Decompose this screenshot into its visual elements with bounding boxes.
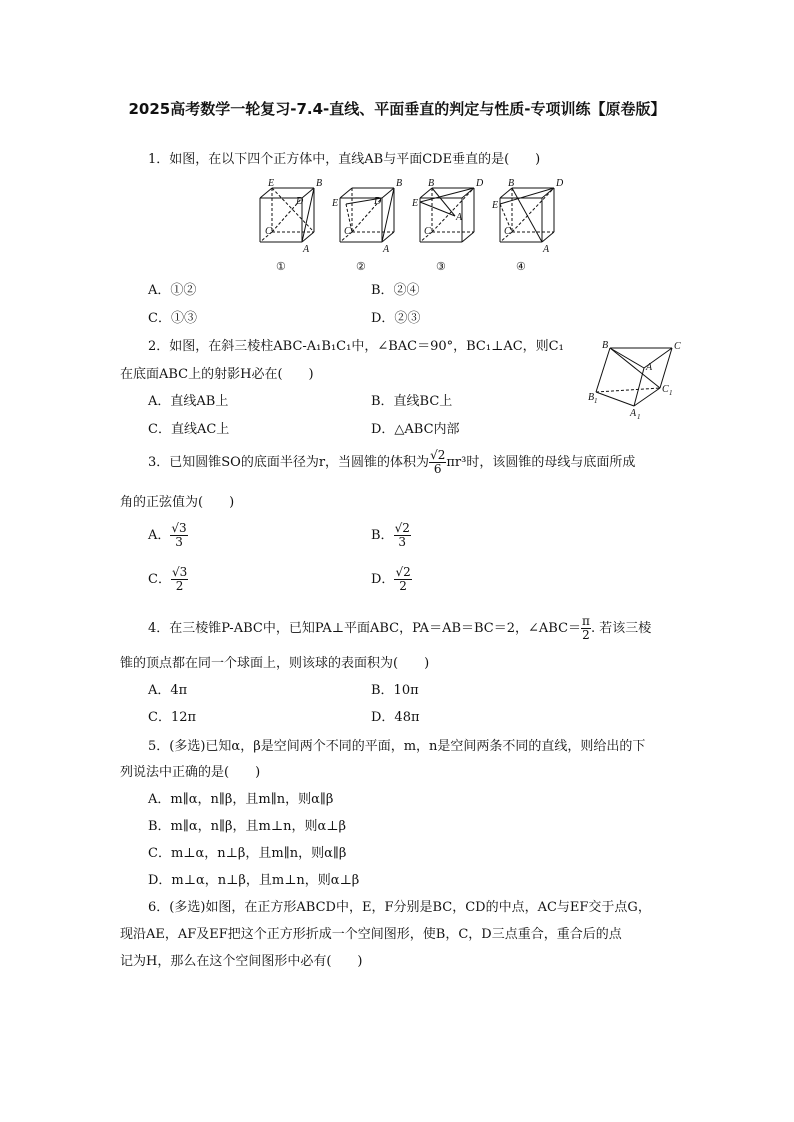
q4-line-2: 锥的顶点都在同一个球面上，则该球的表面积为( )	[120, 656, 430, 671]
q3-volume-fraction: $\frac{√2}{6}$	[430, 448, 446, 476]
q4-angle-fraction: $\frac{\pi}{2}$	[582, 614, 590, 642]
q1-cube-figures	[250, 176, 580, 276]
svg-text:A: A	[383, 244, 390, 255]
cube-figure-2	[331, 178, 402, 255]
svg-text:B: B	[602, 340, 609, 351]
svg-text:C: C	[662, 384, 669, 395]
svg-text:A: A	[646, 362, 653, 373]
q4-option-d[interactable]: D．48π	[371, 710, 420, 725]
svg-text:C: C	[265, 226, 272, 237]
svg-text:B: B	[588, 392, 595, 403]
q1-option-d[interactable]: D．②③	[371, 311, 421, 326]
q5-option-d[interactable]: D．m⊥α，n⊥β，且m⊥n，则α⊥β	[148, 873, 360, 888]
q6-line-2: 现沿AE，AF及EF把这个正方形折成一个空间图形，使B，C，D三点重合，重合后的点	[120, 927, 622, 942]
svg-text:1: 1	[669, 389, 673, 397]
svg-text:E: E	[332, 198, 339, 209]
fig-label-2: ②	[356, 261, 366, 273]
q2-prism-figure	[586, 336, 690, 420]
svg-text:A: A	[303, 244, 310, 255]
q1-option-c[interactable]: C．①③	[148, 311, 197, 326]
svg-text:C: C	[504, 226, 511, 237]
q6-line-3: 记为H，那么在这个空间图形中必有( )	[120, 954, 363, 969]
svg-text:D: D	[556, 178, 564, 189]
q2-option-a[interactable]: A．直线AB上	[148, 394, 229, 409]
svg-text:1: 1	[594, 397, 598, 405]
q5-line-1: 5．(多选)已知α，β是空间两个不同的平面，m，n是空间两条不同的直线，则给出的下	[148, 739, 646, 754]
page-title: 2025高考数学一轮复习-7.4-直线、平面垂直的判定与性质-专项训练【原卷版】	[128, 100, 666, 118]
q3-line-2: 角的正弦值为( )	[120, 495, 235, 510]
q3-option-a[interactable]: A． $\frac{√3}{3}$	[148, 521, 187, 549]
cube-figure-1	[260, 178, 322, 255]
svg-text:C: C	[424, 226, 431, 237]
q4-option-a[interactable]: A．4π	[148, 683, 188, 698]
q4-option-b[interactable]: B．10π	[371, 683, 419, 698]
cube-figure-4	[491, 178, 564, 255]
svg-text:B: B	[428, 178, 435, 189]
cube-figure-3	[411, 178, 484, 242]
q2-option-b[interactable]: B．直线BC上	[371, 394, 453, 409]
q2-line-2: 在底面ABC上的射影H必在( )	[120, 367, 314, 382]
fig-label-3: ③	[436, 261, 446, 273]
fig-label-1: ①	[276, 261, 286, 273]
svg-text:E: E	[268, 178, 275, 189]
svg-text:E: E	[492, 200, 499, 211]
q5-line-2: 列说法中正确的是( )	[120, 765, 261, 780]
q1-option-b[interactable]: B．②④	[371, 283, 420, 298]
q3-option-d[interactable]: D． $\frac{√2}{2}$	[371, 565, 411, 593]
q1-stem: 1．如图，在以下四个正方体中，直线AB与平面CDE垂直的是( )	[148, 152, 541, 167]
q3-option-b[interactable]: B． $\frac{√2}{3}$	[371, 521, 410, 549]
q1-option-a[interactable]: A．①②	[148, 283, 197, 298]
svg-text:B: B	[508, 178, 515, 189]
q5-option-a[interactable]: A．m∥α，n∥β，且m∥n，则α∥β	[148, 792, 334, 807]
svg-text:1: 1	[637, 413, 641, 420]
svg-text:A: A	[456, 212, 463, 223]
q2-option-d[interactable]: D．△ABC内部	[371, 422, 460, 437]
svg-text:D: D	[296, 196, 304, 207]
fig-label-4: ④	[516, 261, 526, 273]
svg-text:D: D	[374, 196, 382, 207]
q5-option-c[interactable]: C．m⊥α，n⊥β，且m∥n，则α∥β	[148, 846, 347, 861]
q6-line-1: 6．(多选)如图，在正方形ABCD中，E，F分别是BC，CD的中点，AC与EF交于点G，	[148, 900, 651, 915]
q4-line-1: 4．在三棱锥P-ABC中，已知PA⊥平面ABC，PA＝AB＝BC＝2，∠ABC＝ $\frac{\pi}{2}$ . 若该三棱	[148, 614, 652, 642]
svg-text:A: A	[543, 244, 550, 255]
svg-text:B: B	[396, 178, 403, 189]
svg-text:B: B	[316, 178, 323, 189]
svg-text:C: C	[674, 341, 681, 352]
q3-option-c[interactable]: C． $\frac{√3}{2}$	[148, 565, 188, 593]
svg-text:D: D	[476, 178, 484, 189]
svg-text:C: C	[344, 226, 351, 237]
q2-option-c[interactable]: C．直线AC上	[148, 422, 230, 437]
svg-text:A: A	[630, 408, 637, 419]
q4-option-c[interactable]: C．12π	[148, 710, 197, 725]
q2-line-1: 2．如图，在斜三棱柱ABC-A₁B₁C₁中，∠BAC＝90°，BC₁⊥AC，则C₁	[148, 339, 564, 354]
q5-option-b[interactable]: B．m∥α，n∥β，且m⊥n，则α⊥β	[148, 819, 347, 834]
q3-line-1: 3．已知圆锥SO的底面半径为r，当圆锥的体积为 $\frac{√2}{6}$ πr³时，该圆锥的母线与底面所成	[148, 448, 636, 476]
svg-text:E: E	[412, 198, 419, 209]
